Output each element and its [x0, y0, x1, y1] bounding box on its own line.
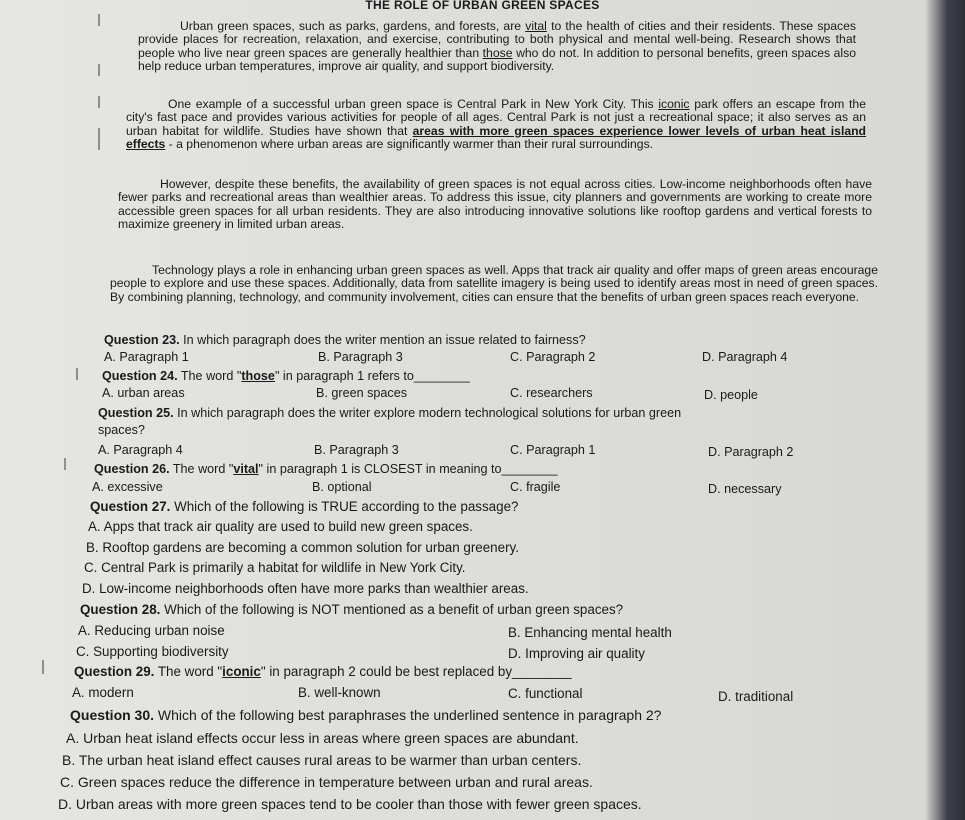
q28-label: Question 28. — [80, 602, 161, 617]
q24-option-d[interactable]: D. people — [704, 388, 758, 402]
q25-text: In which paragraph does the writer explore modern technological solutions for urban green — [173, 406, 682, 420]
word-vital: vital — [525, 19, 547, 33]
p4-text: Technology plays a role in enhancing urban green spaces as well. Apps that track air quality and offer maps of green areas encourage people to explore and use these spaces. Additionally, data from satellite imagery is being used to identify areas most in need of green spaces. By combining planning, technology, and community involvement, cities can ensure that the benefits of urban green spaces reach everyone. — [110, 263, 878, 304]
q26-option-b[interactable]: B. optional — [312, 480, 372, 494]
margin-mark — [98, 14, 100, 26]
q29-option-b[interactable]: B. well-known — [298, 685, 381, 700]
q29-label: Question 29. — [74, 664, 155, 679]
p2-text: park offers an escape from the city's fast pace and provides various activities for people of all ages. Central Park is not just a recreational space; it also serves as an urban habitat for wildlife. Studies have shown that — [126, 97, 866, 138]
question-25-line-2: spaces? — [98, 423, 145, 437]
q25-option-d[interactable]: D. Paragraph 2 — [708, 445, 794, 459]
q25-option-c[interactable]: C. Paragraph 1 — [510, 443, 596, 457]
q24-text: The word " — [177, 369, 242, 383]
word-iconic: iconic — [658, 97, 690, 111]
question-28 — [80, 602, 623, 617]
question-30 — [70, 708, 661, 723]
question-23 — [104, 333, 586, 348]
q28-option-c[interactable]: C. Supporting biodiversity — [76, 644, 229, 659]
question-26 — [94, 462, 558, 477]
q27-option-a[interactable]: A. Apps that track air quality are used to build new green spaces. — [88, 519, 473, 534]
q24-word: those — [241, 369, 275, 383]
q23-label: Question 23. — [104, 333, 180, 347]
p2-text: One example of a successful urban green space is Central Park in New York City. This — [168, 97, 659, 111]
margin-mark — [98, 128, 100, 150]
q25-option-b[interactable]: B. Paragraph 3 — [314, 443, 399, 457]
q24-label: Question 24. — [102, 369, 178, 383]
q28-text: Which of the following is NOT mentioned as a benefit of urban green spaces? — [160, 602, 624, 617]
q28-option-d[interactable]: D. Improving air quality — [508, 646, 645, 661]
q26-blank: ________ — [501, 462, 558, 476]
q29-word: iconic — [222, 664, 261, 679]
q24-option-c[interactable]: C. researchers — [510, 386, 593, 400]
q25-label: Question 25. — [98, 406, 174, 420]
q26-word: vital — [233, 462, 259, 476]
p1-text: Urban green spaces, such as parks, gardens, and forests, are — [180, 19, 526, 33]
question-29 — [74, 664, 572, 679]
margin-mark — [76, 368, 78, 380]
margin-mark — [64, 458, 66, 470]
q30-text: Which of the following best paraphrases the underlined sentence in paragraph 2? — [154, 707, 662, 723]
q26-option-c[interactable]: C. fragile — [510, 480, 561, 494]
q28-option-a[interactable]: A. Reducing urban noise — [78, 623, 225, 638]
q30-option-b[interactable]: B. The urban heat island effect causes rural areas to be warmer than urban centers. — [62, 752, 582, 768]
q23-option-a[interactable]: A. Paragraph 1 — [104, 350, 189, 364]
p1-text: who do not. In addition to personal benefits, green spaces also help reduce urban temperatures, improve air quality, and support biodiversity. — [138, 45, 856, 74]
paragraph-4 — [110, 264, 878, 304]
q24-option-a[interactable]: A. urban areas — [102, 386, 185, 400]
q27-option-b[interactable]: B. Rooftop gardens are becoming a common solution for urban greenery. — [86, 540, 519, 555]
q29-option-c[interactable]: C. functional — [508, 686, 583, 701]
q30-option-d[interactable]: D. Urban areas with more green spaces tend to be cooler than those with fewer green spaces. — [58, 796, 642, 812]
q29-option-a[interactable]: A. modern — [72, 685, 134, 700]
question-27 — [90, 499, 518, 514]
q23-option-c[interactable]: C. Paragraph 2 — [510, 350, 596, 364]
paragraph-2 — [126, 98, 866, 152]
q25-option-a[interactable]: A. Paragraph 4 — [98, 443, 183, 457]
p2-text: - a phenomenon where urban areas are significantly warmer than their rural surroundings. — [165, 137, 654, 152]
question-24 — [102, 369, 470, 384]
p1-text: to the health of cities and their residents. These spaces provide places for recreation, relaxation, and exercise, contributing to both physical and mental well-being. Research shows that people who live near green spaces are generally healthier than — [138, 19, 856, 60]
q23-option-b[interactable]: B. Paragraph 3 — [318, 350, 403, 364]
q29-option-d[interactable]: D. traditional — [718, 689, 794, 704]
q30-option-a[interactable]: A. Urban heat island effects occur less in areas where green spaces are abundant. — [66, 730, 579, 746]
q24-blank: ________ — [413, 369, 470, 383]
q30-option-c[interactable]: C. Green spaces reduce the difference in temperature between urban and rural areas. — [60, 774, 593, 790]
q27-label: Question 27. — [90, 499, 171, 514]
q23-option-d[interactable]: D. Paragraph 4 — [702, 350, 788, 364]
paragraph-3 — [118, 178, 872, 232]
q29-blank: ________ — [512, 664, 572, 679]
q26-option-d[interactable]: D. necessary — [708, 482, 782, 496]
q27-option-d[interactable]: D. Low-income neighborhoods often have more parks than wealthier areas. — [82, 581, 529, 596]
q23-text: In which paragraph does the writer mention an issue related to fairness? — [179, 333, 586, 347]
q26-label: Question 26. — [94, 462, 170, 476]
question-25 — [98, 406, 681, 421]
q26-option-a[interactable]: A. excessive — [92, 480, 163, 494]
q24-text: " in paragraph 1 refers to — [274, 369, 414, 383]
page-shadow-edge — [925, 0, 965, 820]
q29-text: " in paragraph 2 could be best replaced by — [260, 664, 513, 679]
passage-title: THE ROLE OF URBAN GREEN SPACES — [365, 0, 600, 12]
q27-text: Which of the following is TRUE according to the passage? — [170, 499, 519, 514]
q29-text: The word " — [154, 664, 223, 679]
margin-mark — [98, 96, 100, 108]
margin-mark — [42, 660, 44, 674]
word-those: those — [482, 45, 513, 60]
paragraph-1 — [138, 20, 856, 74]
q28-option-b[interactable]: B. Enhancing mental health — [508, 625, 672, 640]
q24-option-b[interactable]: B. green spaces — [316, 386, 408, 400]
underlined-sentence: areas with more green spaces experience lower levels of urban heat island effects — [126, 123, 867, 152]
p3-text: However, despite these benefits, the availability of green spaces is not equal across cities. Low-income neighborhoods often have fewer parks and recreational areas than wealthier areas. To address this issue, city planners and governments are working to create more accessible green spaces for all urban residents. They are also introducing innovative solutions like rooftop gardens and vertical forests to maximize greenery in limited urban areas. — [118, 177, 872, 232]
q26-text: " in paragraph 1 is CLOSEST in meaning to — [258, 462, 502, 476]
q30-label: Question 30. — [70, 707, 155, 723]
margin-mark — [98, 64, 100, 76]
q26-text: The word " — [169, 462, 234, 476]
q27-option-c[interactable]: C. Central Park is primarily a habitat for wildlife in New York City. — [84, 560, 466, 575]
